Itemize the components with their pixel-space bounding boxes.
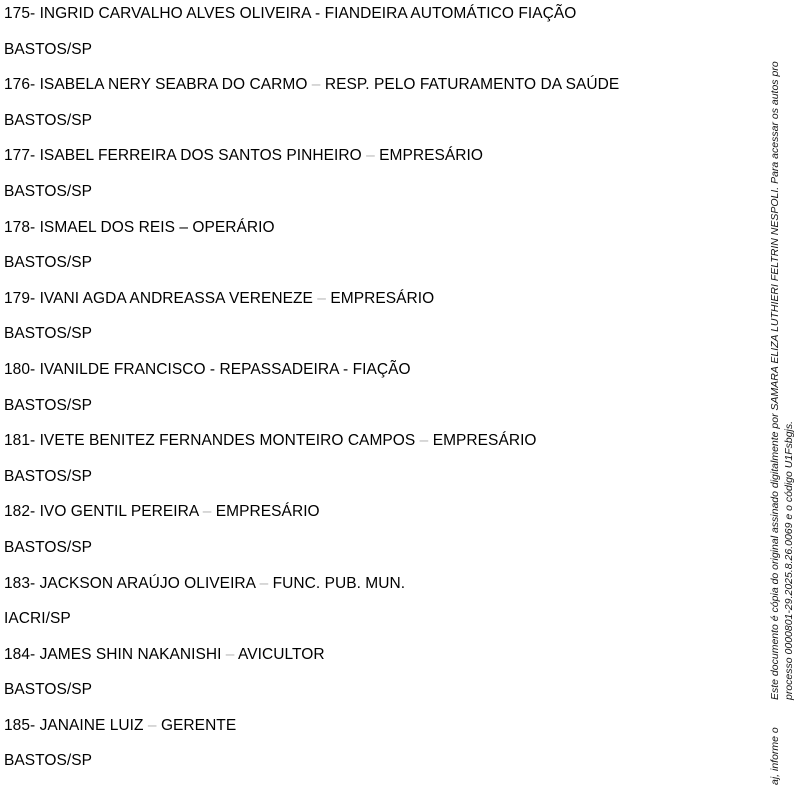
entry-separator: – xyxy=(307,76,325,94)
entry-separator: – xyxy=(361,147,380,165)
list-item xyxy=(4,76,744,129)
entry-city: BASTOS/SP xyxy=(4,752,93,770)
list-item xyxy=(4,219,744,272)
entry-name: 184- JAMES SHIN NAKANISHI xyxy=(4,645,222,663)
signature-notice-line-1: Este documento é cópia do original assinado digitalmente por SAMARA ELIZA LUTHIERI FELTRIN NESPOLI. Para acessar os autos pro xyxy=(769,61,781,700)
entry-role: FIANDEIRA AUTOMÁTICO FIAÇÃO xyxy=(324,5,577,22)
list-item xyxy=(4,432,744,485)
entry-name: 181- IVETE BENITEZ FERNANDES MONTEIRO CAMPOS xyxy=(4,432,416,450)
list-item xyxy=(4,717,744,770)
entry-name-line xyxy=(4,503,744,520)
entry-separator: – xyxy=(175,218,193,236)
document-body xyxy=(4,5,744,788)
entry-role: OPERÁRIO xyxy=(192,218,275,236)
entry-separator: - xyxy=(310,5,325,22)
entry-city: IACRI/SP xyxy=(4,610,71,628)
entry-city: BASTOS/SP xyxy=(4,396,93,414)
witness-list xyxy=(4,5,744,769)
entry-name-line xyxy=(4,290,744,307)
entry-role: EMPRESÁRIO xyxy=(432,432,537,450)
signature-notice-line-2: processo 0000801-29.2025.8.26.0069 e o código U1Fsbgjs. xyxy=(783,420,795,700)
entry-separator: – xyxy=(143,716,161,734)
entry-city: BASTOS/SP xyxy=(4,467,93,485)
entry-name-line xyxy=(4,219,744,236)
entry-name-line xyxy=(4,646,744,663)
entry-role: REPASSADEIRA - FIAÇÃO xyxy=(219,360,411,378)
entry-name-line xyxy=(4,147,744,164)
entry-name-line xyxy=(4,5,744,22)
entry-role: GERENTE xyxy=(160,716,237,734)
list-item xyxy=(4,361,744,414)
list-item xyxy=(4,575,744,628)
entry-city: BASTOS/SP xyxy=(4,40,93,58)
entry-name: 179- IVANI AGDA ANDREASSA VERENEZE xyxy=(4,289,313,307)
entry-city: BASTOS/SP xyxy=(4,111,93,129)
entry-name: 183- JACKSON ARAÚJO OLIVEIRA xyxy=(4,574,256,592)
signature-notice-line-3: aj, informe o xyxy=(769,727,781,785)
entry-name-line xyxy=(4,432,744,449)
entry-role: EMPRESÁRIO xyxy=(330,289,435,307)
digital-signature-margin xyxy=(748,0,800,785)
entry-separator: – xyxy=(221,645,238,663)
entry-name: 178- ISMAEL DOS REIS xyxy=(4,218,175,236)
entry-name: 180- IVANILDE FRANCISCO xyxy=(4,360,206,378)
entry-city: BASTOS/SP xyxy=(4,681,93,699)
entry-city: BASTOS/SP xyxy=(4,538,93,556)
list-item xyxy=(4,290,744,343)
entry-name: 176- ISABELA NERY SEABRA DO CARMO xyxy=(4,76,308,94)
list-item xyxy=(4,5,744,58)
list-item xyxy=(4,646,744,699)
entry-role: EMPRESÁRIO xyxy=(215,503,320,521)
entry-name: 175- INGRID CARVALHO ALVES OLIVEIRA xyxy=(4,5,311,22)
list-item xyxy=(4,503,744,556)
entry-name: 185- JANAINE LUIZ xyxy=(4,716,144,734)
entry-separator: – xyxy=(312,289,331,307)
entry-name: 182- IVO GENTIL PEREIRA xyxy=(4,503,199,521)
entry-role: FUNC. PUB. MUN. xyxy=(272,574,406,592)
entry-name-line xyxy=(4,361,744,378)
entry-role: RESP. PELO FATURAMENTO DA SAÚDE xyxy=(324,76,620,94)
entry-name-line xyxy=(4,575,744,592)
entry-separator: – xyxy=(415,432,433,450)
entry-name-line xyxy=(4,717,744,734)
list-item xyxy=(4,147,744,200)
entry-separator: - xyxy=(205,360,220,378)
entry-name-line xyxy=(4,76,744,93)
entry-name: 177- ISABEL FERREIRA DOS SANTOS PINHEIRO xyxy=(4,147,362,165)
entry-city: BASTOS/SP xyxy=(4,182,93,200)
entry-role: AVICULTOR xyxy=(237,645,325,663)
entry-separator: – xyxy=(198,503,216,521)
entry-city: BASTOS/SP xyxy=(4,254,93,272)
entry-separator: – xyxy=(255,574,273,592)
entry-city: BASTOS/SP xyxy=(4,325,93,343)
entry-role: EMPRESÁRIO xyxy=(379,147,483,165)
